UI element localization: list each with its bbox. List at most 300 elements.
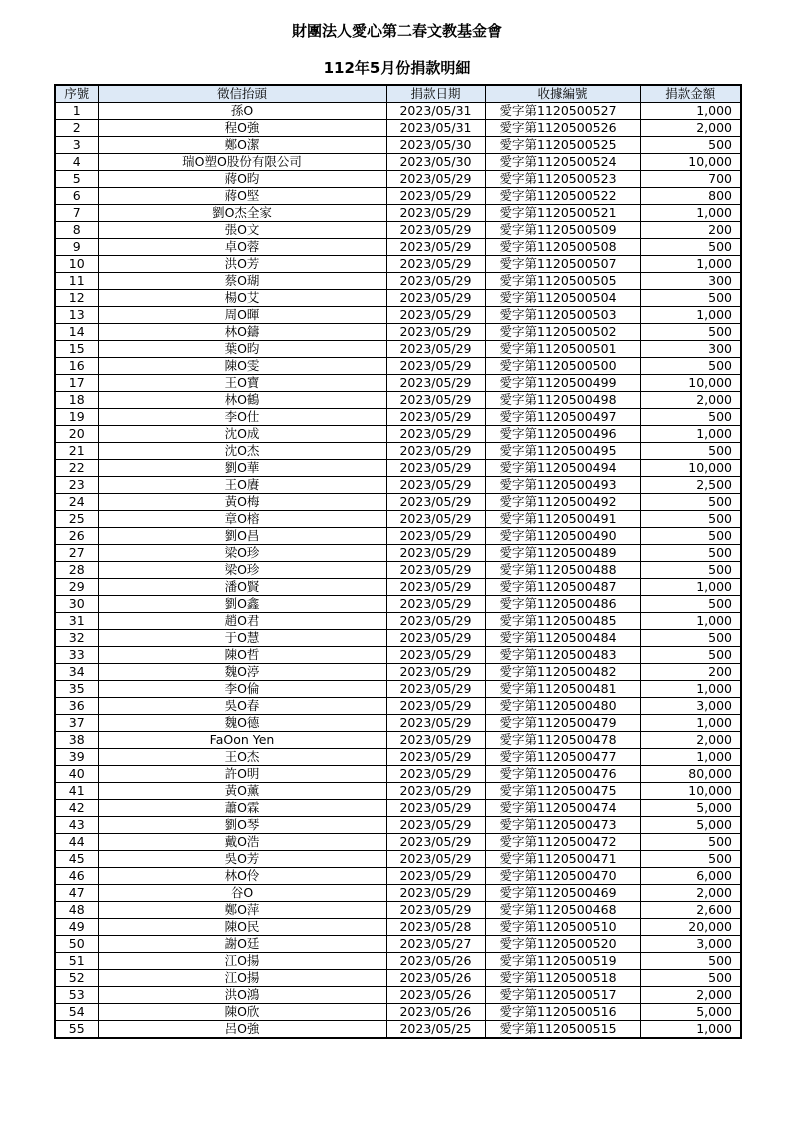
- cell-donation-date: 2023/05/29: [386, 817, 485, 834]
- document-subtitle: 112年5月份捐款明細: [323, 59, 471, 77]
- table-row: [55, 596, 741, 613]
- cell-serial: 2: [55, 120, 98, 137]
- cell-serial: 8: [55, 222, 98, 239]
- cell-donor-name: 卓O蓉: [98, 239, 386, 256]
- cell-serial: 44: [55, 834, 98, 851]
- cell-serial: 43: [55, 817, 98, 834]
- cell-serial: 40: [55, 766, 98, 783]
- cell-receipt-number: 愛字第1120500491: [485, 511, 640, 528]
- cell-donation-date: 2023/05/29: [386, 188, 485, 205]
- cell-serial: 20: [55, 426, 98, 443]
- table-row: [55, 664, 741, 681]
- table-row: [55, 120, 741, 137]
- cell-donor-name: 潘O賢: [98, 579, 386, 596]
- cell-serial: 12: [55, 290, 98, 307]
- cell-receipt-number: 愛字第1120500522: [485, 188, 640, 205]
- cell-receipt-number: 愛字第1120500493: [485, 477, 640, 494]
- cell-donor-name: 陳O欣: [98, 1004, 386, 1021]
- cell-donor-name: 黃O梅: [98, 494, 386, 511]
- cell-receipt-number: 愛字第1120500470: [485, 868, 640, 885]
- table-row: [55, 545, 741, 562]
- table-row: [55, 851, 741, 868]
- table-row: [55, 273, 741, 290]
- cell-serial: 9: [55, 239, 98, 256]
- cell-serial: 34: [55, 664, 98, 681]
- cell-receipt-number: 愛字第1120500500: [485, 358, 640, 375]
- cell-serial: 15: [55, 341, 98, 358]
- cell-donor-name: 蔣O堅: [98, 188, 386, 205]
- table-row: [55, 239, 741, 256]
- cell-receipt-number: 愛字第1120500509: [485, 222, 640, 239]
- cell-serial: 54: [55, 1004, 98, 1021]
- cell-serial: 25: [55, 511, 98, 528]
- table-row: [55, 290, 741, 307]
- cell-donation-date: 2023/05/29: [386, 375, 485, 392]
- cell-donation-date: 2023/05/29: [386, 307, 485, 324]
- cell-receipt-number: 愛字第1120500488: [485, 562, 640, 579]
- table-row: [55, 341, 741, 358]
- cell-amount: 1,000: [640, 1021, 741, 1039]
- cell-donor-name: 趙O君: [98, 613, 386, 630]
- cell-donation-date: 2023/05/29: [386, 222, 485, 239]
- cell-amount: 500: [640, 324, 741, 341]
- cell-donor-name: 劉O杰全家: [98, 205, 386, 222]
- cell-donation-date: 2023/05/29: [386, 392, 485, 409]
- cell-serial: 7: [55, 205, 98, 222]
- cell-amount: 500: [640, 834, 741, 851]
- cell-donor-name: 呂O強: [98, 1021, 386, 1039]
- cell-receipt-number: 愛字第1120500476: [485, 766, 640, 783]
- cell-amount: 500: [640, 409, 741, 426]
- table-row: [55, 902, 741, 919]
- cell-donor-name: 葉O昀: [98, 341, 386, 358]
- cell-receipt-number: 愛字第1120500518: [485, 970, 640, 987]
- cell-donation-date: 2023/05/26: [386, 987, 485, 1004]
- table-row: [55, 715, 741, 732]
- cell-donor-name: 鄭O萍: [98, 902, 386, 919]
- cell-donor-name: 黃O薰: [98, 783, 386, 800]
- header-donation-date: 捐款日期: [386, 85, 485, 103]
- cell-serial: 35: [55, 681, 98, 698]
- table-row: [55, 749, 741, 766]
- cell-donation-date: 2023/05/29: [386, 273, 485, 290]
- cell-receipt-number: 愛字第1120500477: [485, 749, 640, 766]
- table-row: [55, 613, 741, 630]
- cell-donor-name: 林O伶: [98, 868, 386, 885]
- cell-donation-date: 2023/05/29: [386, 528, 485, 545]
- cell-donation-date: 2023/05/30: [386, 137, 485, 154]
- cell-receipt-number: 愛字第1120500521: [485, 205, 640, 222]
- table-row: [55, 647, 741, 664]
- cell-donation-date: 2023/05/29: [386, 358, 485, 375]
- cell-donation-date: 2023/05/29: [386, 205, 485, 222]
- table-row: [55, 885, 741, 902]
- cell-receipt-number: 愛字第1120500492: [485, 494, 640, 511]
- cell-receipt-number: 愛字第1120500498: [485, 392, 640, 409]
- cell-receipt-number: 愛字第1120500482: [485, 664, 640, 681]
- cell-serial: 48: [55, 902, 98, 919]
- table-row: [55, 868, 741, 885]
- table-row: [55, 698, 741, 715]
- cell-amount: 5,000: [640, 800, 741, 817]
- cell-serial: 4: [55, 154, 98, 171]
- cell-donor-name: 王O寶: [98, 375, 386, 392]
- cell-donor-name: 林O鶴: [98, 392, 386, 409]
- cell-donation-date: 2023/05/29: [386, 545, 485, 562]
- cell-amount: 500: [640, 137, 741, 154]
- table-row: [55, 222, 741, 239]
- table-row: [55, 1004, 741, 1021]
- cell-serial: 14: [55, 324, 98, 341]
- cell-serial: 53: [55, 987, 98, 1004]
- cell-serial: 38: [55, 732, 98, 749]
- table-row: [55, 970, 741, 987]
- cell-serial: 16: [55, 358, 98, 375]
- cell-amount: 1,000: [640, 749, 741, 766]
- cell-donor-name: 王O杰: [98, 749, 386, 766]
- cell-donation-date: 2023/05/26: [386, 953, 485, 970]
- header-receipt-number: 收據編號: [485, 85, 640, 103]
- cell-serial: 3: [55, 137, 98, 154]
- cell-donor-name: 洪O芳: [98, 256, 386, 273]
- table-row: [55, 834, 741, 851]
- cell-donation-date: 2023/05/29: [386, 902, 485, 919]
- cell-donation-date: 2023/05/29: [386, 256, 485, 273]
- cell-donation-date: 2023/05/29: [386, 443, 485, 460]
- table-row: [55, 460, 741, 477]
- cell-receipt-number: 愛字第1120500481: [485, 681, 640, 698]
- cell-serial: 24: [55, 494, 98, 511]
- cell-amount: 1,000: [640, 426, 741, 443]
- table-row: [55, 630, 741, 647]
- table-row: [55, 681, 741, 698]
- cell-amount: 500: [640, 851, 741, 868]
- cell-amount: 1,000: [640, 681, 741, 698]
- cell-receipt-number: 愛字第1120500471: [485, 851, 640, 868]
- table-row: [55, 919, 741, 936]
- table-row: [55, 936, 741, 953]
- table-row: [55, 783, 741, 800]
- cell-serial: 37: [55, 715, 98, 732]
- header-row: [55, 85, 741, 103]
- cell-amount: 2,000: [640, 392, 741, 409]
- table-row: [55, 137, 741, 154]
- donation-table: [54, 84, 742, 1039]
- cell-amount: 500: [640, 953, 741, 970]
- cell-serial: 31: [55, 613, 98, 630]
- cell-amount: 500: [640, 596, 741, 613]
- cell-receipt-number: 愛字第1120500517: [485, 987, 640, 1004]
- cell-donor-name: 孫O: [98, 103, 386, 120]
- cell-donation-date: 2023/05/29: [386, 426, 485, 443]
- cell-receipt-number: 愛字第1120500468: [485, 902, 640, 919]
- cell-donation-date: 2023/05/29: [386, 885, 485, 902]
- cell-amount: 2,000: [640, 987, 741, 1004]
- cell-amount: 2,000: [640, 732, 741, 749]
- cell-amount: 500: [640, 511, 741, 528]
- cell-receipt-number: 愛字第1120500516: [485, 1004, 640, 1021]
- table-row: [55, 477, 741, 494]
- cell-receipt-number: 愛字第1120500497: [485, 409, 640, 426]
- cell-serial: 1: [55, 103, 98, 120]
- cell-donor-name: 蔣O昀: [98, 171, 386, 188]
- cell-donor-name: 魏O德: [98, 715, 386, 732]
- table-row: [55, 494, 741, 511]
- cell-amount: 1,000: [640, 715, 741, 732]
- table-body: [55, 103, 741, 1039]
- cell-amount: 5,000: [640, 817, 741, 834]
- cell-amount: 1,000: [640, 613, 741, 630]
- cell-receipt-number: 愛字第1120500486: [485, 596, 640, 613]
- cell-donor-name: 許O明: [98, 766, 386, 783]
- cell-receipt-number: 愛字第1120500495: [485, 443, 640, 460]
- cell-donation-date: 2023/05/29: [386, 834, 485, 851]
- cell-donor-name: 江O揚: [98, 953, 386, 970]
- cell-donation-date: 2023/05/30: [386, 154, 485, 171]
- cell-receipt-number: 愛字第1120500487: [485, 579, 640, 596]
- cell-donation-date: 2023/05/29: [386, 613, 485, 630]
- cell-receipt-number: 愛字第1120500494: [485, 460, 640, 477]
- table-row: [55, 953, 741, 970]
- cell-receipt-number: 愛字第1120500527: [485, 103, 640, 120]
- cell-amount: 500: [640, 562, 741, 579]
- cell-receipt-number: 愛字第1120500505: [485, 273, 640, 290]
- cell-amount: 2,500: [640, 477, 741, 494]
- cell-amount: 800: [640, 188, 741, 205]
- cell-donation-date: 2023/05/31: [386, 120, 485, 137]
- cell-receipt-number: 愛字第1120500502: [485, 324, 640, 341]
- cell-amount: 10,000: [640, 154, 741, 171]
- cell-receipt-number: 愛字第1120500479: [485, 715, 640, 732]
- cell-amount: 500: [640, 970, 741, 987]
- cell-receipt-number: 愛字第1120500490: [485, 528, 640, 545]
- table-row: [55, 579, 741, 596]
- cell-serial: 5: [55, 171, 98, 188]
- cell-receipt-number: 愛字第1120500474: [485, 800, 640, 817]
- cell-serial: 10: [55, 256, 98, 273]
- table-row: [55, 256, 741, 273]
- cell-donation-date: 2023/05/29: [386, 494, 485, 511]
- cell-donor-name: 鄭O潔: [98, 137, 386, 154]
- table-row: [55, 766, 741, 783]
- cell-serial: 49: [55, 919, 98, 936]
- cell-serial: 46: [55, 868, 98, 885]
- cell-serial: 33: [55, 647, 98, 664]
- cell-donation-date: 2023/05/29: [386, 324, 485, 341]
- header-serial: 序號: [55, 85, 98, 103]
- cell-donor-name: 張O文: [98, 222, 386, 239]
- cell-amount: 200: [640, 222, 741, 239]
- cell-amount: 20,000: [640, 919, 741, 936]
- cell-donation-date: 2023/05/29: [386, 715, 485, 732]
- cell-amount: 200: [640, 664, 741, 681]
- cell-donation-date: 2023/05/29: [386, 681, 485, 698]
- cell-donor-name: 楊O艾: [98, 290, 386, 307]
- document-title: 財團法人愛心第二春文教基金會: [291, 22, 502, 40]
- cell-donor-name: 梁O珍: [98, 562, 386, 579]
- cell-amount: 1,000: [640, 307, 741, 324]
- cell-serial: 17: [55, 375, 98, 392]
- cell-amount: 500: [640, 630, 741, 647]
- cell-receipt-number: 愛字第1120500469: [485, 885, 640, 902]
- cell-donation-date: 2023/05/29: [386, 851, 485, 868]
- cell-amount: 500: [640, 290, 741, 307]
- cell-donation-date: 2023/05/31: [386, 103, 485, 120]
- cell-donor-name: 陳O哲: [98, 647, 386, 664]
- cell-donor-name: 瑞O塑O股份有限公司: [98, 154, 386, 171]
- cell-receipt-number: 愛字第1120500524: [485, 154, 640, 171]
- cell-donation-date: 2023/05/29: [386, 290, 485, 307]
- cell-serial: 36: [55, 698, 98, 715]
- cell-receipt-number: 愛字第1120500504: [485, 290, 640, 307]
- cell-receipt-number: 愛字第1120500526: [485, 120, 640, 137]
- header-amount: 捐款金額: [640, 85, 741, 103]
- cell-serial: 30: [55, 596, 98, 613]
- cell-serial: 47: [55, 885, 98, 902]
- table-row: [55, 205, 741, 222]
- cell-donation-date: 2023/05/29: [386, 732, 485, 749]
- cell-serial: 11: [55, 273, 98, 290]
- cell-receipt-number: 愛字第1120500484: [485, 630, 640, 647]
- cell-receipt-number: 愛字第1120500496: [485, 426, 640, 443]
- table-row: [55, 188, 741, 205]
- cell-amount: 10,000: [640, 783, 741, 800]
- cell-amount: 1,000: [640, 103, 741, 120]
- table-row: [55, 528, 741, 545]
- cell-donation-date: 2023/05/29: [386, 171, 485, 188]
- cell-receipt-number: 愛字第1120500519: [485, 953, 640, 970]
- cell-donor-name: 于O慧: [98, 630, 386, 647]
- table-row: [55, 800, 741, 817]
- cell-donation-date: 2023/05/29: [386, 698, 485, 715]
- cell-receipt-number: 愛字第1120500508: [485, 239, 640, 256]
- table-row: [55, 426, 741, 443]
- cell-receipt-number: 愛字第1120500478: [485, 732, 640, 749]
- table-row: [55, 154, 741, 171]
- cell-serial: 26: [55, 528, 98, 545]
- cell-amount: 700: [640, 171, 741, 188]
- cell-donor-name: 李O仕: [98, 409, 386, 426]
- cell-serial: 28: [55, 562, 98, 579]
- cell-amount: 3,000: [640, 698, 741, 715]
- cell-donor-name: 王O賡: [98, 477, 386, 494]
- cell-serial: 21: [55, 443, 98, 460]
- cell-donation-date: 2023/05/29: [386, 562, 485, 579]
- cell-serial: 51: [55, 953, 98, 970]
- cell-serial: 42: [55, 800, 98, 817]
- cell-serial: 13: [55, 307, 98, 324]
- cell-receipt-number: 愛字第1120500501: [485, 341, 640, 358]
- cell-donor-name: 戴O浩: [98, 834, 386, 851]
- cell-serial: 50: [55, 936, 98, 953]
- cell-donation-date: 2023/05/29: [386, 239, 485, 256]
- cell-donor-name: 劉O昌: [98, 528, 386, 545]
- cell-donation-date: 2023/05/29: [386, 511, 485, 528]
- cell-serial: 22: [55, 460, 98, 477]
- cell-amount: 500: [640, 358, 741, 375]
- table-row: [55, 443, 741, 460]
- cell-amount: 10,000: [640, 460, 741, 477]
- cell-donation-date: 2023/05/27: [386, 936, 485, 953]
- cell-serial: 32: [55, 630, 98, 647]
- cell-receipt-number: 愛字第1120500485: [485, 613, 640, 630]
- cell-receipt-number: 愛字第1120500503: [485, 307, 640, 324]
- cell-amount: 2,000: [640, 885, 741, 902]
- cell-receipt-number: 愛字第1120500475: [485, 783, 640, 800]
- cell-donation-date: 2023/05/29: [386, 579, 485, 596]
- cell-receipt-number: 愛字第1120500499: [485, 375, 640, 392]
- cell-donation-date: 2023/05/29: [386, 630, 485, 647]
- cell-donor-name: 章O榕: [98, 511, 386, 528]
- table-row: [55, 171, 741, 188]
- cell-amount: 80,000: [640, 766, 741, 783]
- cell-serial: 27: [55, 545, 98, 562]
- cell-donor-name: 謝O廷: [98, 936, 386, 953]
- cell-donor-name: 程O強: [98, 120, 386, 137]
- cell-receipt-number: 愛字第1120500525: [485, 137, 640, 154]
- cell-serial: 45: [55, 851, 98, 868]
- cell-donor-name: 劉O華: [98, 460, 386, 477]
- cell-donation-date: 2023/05/29: [386, 596, 485, 613]
- cell-donor-name: 林O鑄: [98, 324, 386, 341]
- cell-donor-name: 沈O杰: [98, 443, 386, 460]
- cell-amount: 2,000: [640, 120, 741, 137]
- table-row: [55, 817, 741, 834]
- cell-serial: 55: [55, 1021, 98, 1039]
- table-row: [55, 562, 741, 579]
- cell-serial: 52: [55, 970, 98, 987]
- cell-amount: 500: [640, 443, 741, 460]
- cell-serial: 29: [55, 579, 98, 596]
- cell-amount: 5,000: [640, 1004, 741, 1021]
- cell-donation-date: 2023/05/29: [386, 460, 485, 477]
- cell-receipt-number: 愛字第1120500480: [485, 698, 640, 715]
- cell-receipt-number: 愛字第1120500472: [485, 834, 640, 851]
- table-row: [55, 392, 741, 409]
- header-donor-name: 徵信抬頭: [98, 85, 386, 103]
- cell-donor-name: 魏O渟: [98, 664, 386, 681]
- cell-receipt-number: 愛字第1120500483: [485, 647, 640, 664]
- cell-donor-name: FaOon Yen: [98, 732, 386, 749]
- cell-amount: 500: [640, 647, 741, 664]
- cell-serial: 19: [55, 409, 98, 426]
- cell-amount: 300: [640, 273, 741, 290]
- cell-donor-name: 蕭O霖: [98, 800, 386, 817]
- cell-donor-name: 吳O芳: [98, 851, 386, 868]
- cell-donation-date: 2023/05/29: [386, 783, 485, 800]
- table-row: [55, 375, 741, 392]
- cell-donation-date: 2023/05/29: [386, 647, 485, 664]
- cell-amount: 300: [640, 341, 741, 358]
- table-row: [55, 1021, 741, 1039]
- cell-donation-date: 2023/05/26: [386, 970, 485, 987]
- cell-donor-name: 沈O成: [98, 426, 386, 443]
- cell-donation-date: 2023/05/26: [386, 1004, 485, 1021]
- cell-serial: 41: [55, 783, 98, 800]
- cell-donation-date: 2023/05/29: [386, 664, 485, 681]
- cell-receipt-number: 愛字第1120500510: [485, 919, 640, 936]
- cell-donor-name: 周O暉: [98, 307, 386, 324]
- cell-donation-date: 2023/05/29: [386, 477, 485, 494]
- cell-donation-date: 2023/05/29: [386, 341, 485, 358]
- cell-donor-name: 陳O雯: [98, 358, 386, 375]
- cell-donor-name: 洪O鴻: [98, 987, 386, 1004]
- cell-donor-name: 劉O琴: [98, 817, 386, 834]
- cell-donation-date: 2023/05/29: [386, 409, 485, 426]
- cell-amount: 1,000: [640, 256, 741, 273]
- cell-donation-date: 2023/05/29: [386, 800, 485, 817]
- cell-donation-date: 2023/05/25: [386, 1021, 485, 1039]
